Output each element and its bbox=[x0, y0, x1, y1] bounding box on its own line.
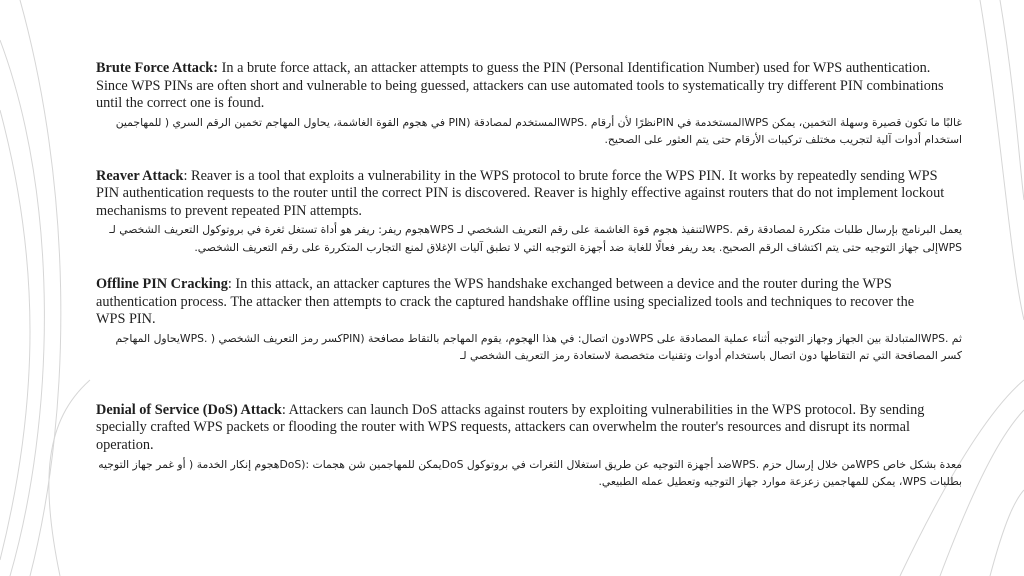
english-paragraph bbox=[96, 168, 946, 221]
section-term: Brute Force Attack: bbox=[96, 60, 219, 76]
section-reaver bbox=[96, 167, 962, 257]
english-paragraph bbox=[96, 402, 946, 455]
section-term: Offline PIN Cracking bbox=[96, 276, 228, 293]
section-text: : Reaver is a tool that exploits a vulnerability in the WPS protocol to brute force the WPS PIN. It works by repeatedly sending WPS PIN authentication requests to the router until the correct PIN is discovered. Reaver is highly effective against routers that do not implement lockout mechanisms to prevent repeated PIN attempts. bbox=[96, 167, 945, 219]
arabic-paragraph: معدة بشكل خاص WPSمن خلال إرسال حزم .WPSضد أجهزة التوجيه عن طريق استغلال الثغرات في بروتوكول DoSيمكن للمهاجمين شن هجمات :(DoSهجوم إنكار الخدمة ( أو غمر جهاز التوجيه بطلبات WPS، يمكن للمهاجمين زعزعة موارد جهاز التوجيه وتعطيل عمله الطبيعي. bbox=[98, 457, 962, 488]
arabic-paragraph: ثم .WPSالمتبادلة بين الجهاز وجهاز التوجيه أثناء عملية المصادقة على WPSدون اتصال: في هذا الهجوم، يقوم المهاجم بالتقاط مصافحة (PINكسر رمز التعريف الشخصي ( .WPSيحاول المهاجم كسر المصافحة التي تم التقاطها دون اتصال باستخدام أدوات وتقنيات متخصصة لاستعادة رمز التعريف الشخصي لـ bbox=[115, 331, 962, 363]
section-brute-force bbox=[96, 60, 962, 149]
section-text: : Attackers can launch DoS attacks against routers by exploiting vulnerabilities in the WPS protocol. By sending specially crafted WPS packets or flooding the router with WPS requests, attackers can overwhelm the router's resources and disrupt its normal operation. bbox=[96, 401, 925, 453]
arabic-paragraph: غالبًا ما تكون قصيرة وسهلة التخمين، يمكن WPSالمستخدمة في PINنظرًا لأن أرقام .WPSالمستخدم لمصادقة (PIN في هجوم القوة الغاشمة، يحاول المهاجم تخمين الرقم السري ( للمهاجمين استخدام أدوات آلية لتجريب مختلف تركيبات الأرقام حتى يتم العثور على الصحيح. bbox=[115, 115, 962, 147]
section-text: : In this attack, an attacker captures the WPS handshake exchanged between a device and the router during the WPS authentication process. The attacker then attempts to crack the captured handshake offline using specialized tools and techniques to recover the WPS PIN. bbox=[96, 276, 915, 328]
document-body bbox=[96, 60, 962, 490]
section-term: Denial of Service (DoS) Attack bbox=[96, 401, 282, 418]
arabic-paragraph: يعمل البرنامج بإرسال طلبات متكررة لمصادقة رقم .WPSلتنفيذ هجوم قوة الغاشمة على رقم التعريف الشخصي لـ WPSهجوم ريفر: ريفر هو أداة تستغل ثغرة في بروتوكول التعريف الشخصي لـ WPSإلى جهاز التوجيه حتى يتم اكتشاف الرقم الصحيح. يعد ريفر فعالًا للغاية ضد أجهزة التوجيه التي لا تطبق آليات الإغلاق لمنع التجارب المتكررة على رقم التعريف الشخصي. bbox=[109, 223, 962, 254]
section-offline-pin bbox=[96, 276, 962, 365]
english-paragraph bbox=[96, 276, 946, 329]
english-paragraph bbox=[96, 60, 946, 113]
section-dos bbox=[96, 401, 962, 491]
section-text: In a brute force attack, an attacker attempts to guess the PIN (Personal Identification Number) used for WPS authentication. Since WPS PINs are often short and vulnerable to being guessed, attackers can use automated tools to systematically try different PIN combinations until the correct one is found. bbox=[96, 60, 944, 112]
section-term: Reaver Attack bbox=[96, 167, 184, 184]
